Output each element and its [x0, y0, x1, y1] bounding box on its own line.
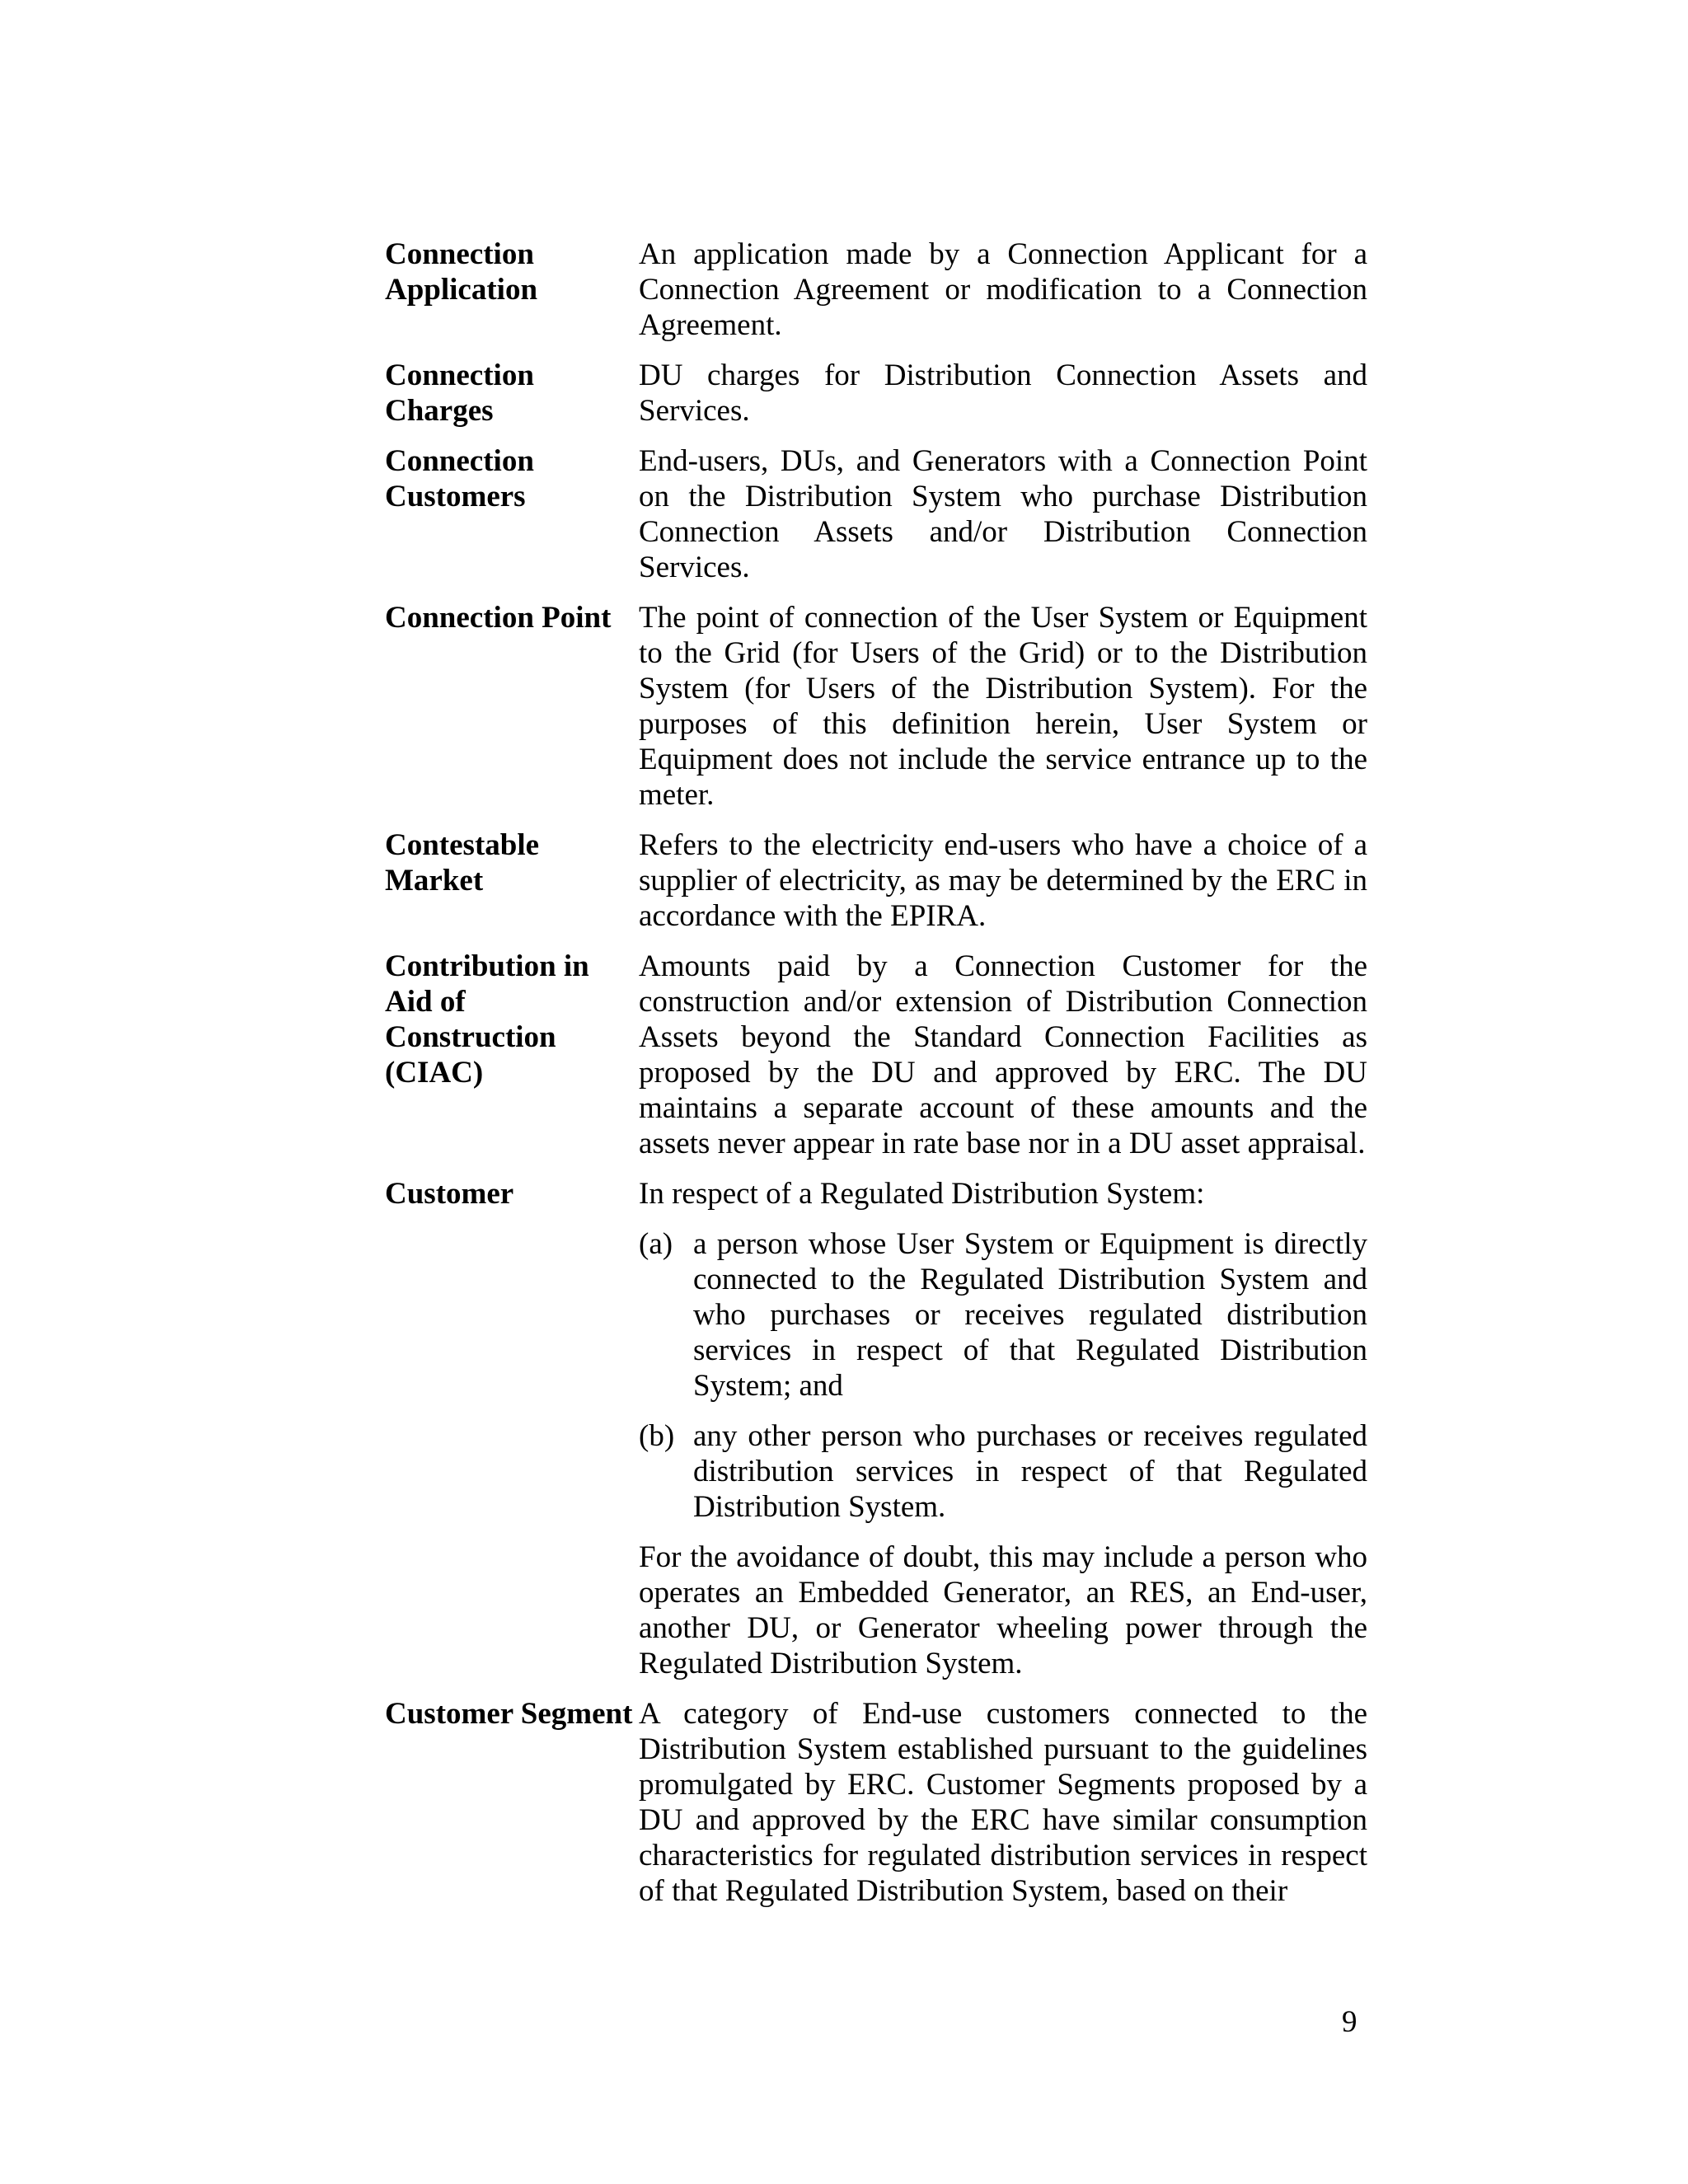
glossary-definition: [639, 949, 1367, 1161]
glossary-entry: [385, 949, 1367, 1161]
glossary-term: Contribution in Aid of Construction (CIAC): [385, 949, 589, 1090]
definition-paragraph: The point of connection of the User System or Equipment to the Grid (for Users of the Grid) or to the Distribution System (for Users of the Distribution System). For the purposes of this definition herein, User System or Equipment does not include the service entrance up to the meter.: [639, 601, 1367, 812]
glossary-definition: [639, 443, 1367, 585]
glossary-entry: [385, 827, 1367, 934]
list-item-text: a person whose User System or Equipment is directly connected to the Regulated Distribution System and who purchases or receives regulated distribution services in respect of that Regulated Distribution System; and: [693, 1227, 1367, 1403]
list-item: [639, 1418, 1367, 1525]
glossary-definition: [639, 1696, 1367, 1909]
glossary-entry: [385, 600, 1367, 813]
glossary-entry: [385, 358, 1367, 429]
definition-paragraph: DU charges for Distribution Connection Assets and Services.: [639, 359, 1367, 428]
definition-list: [639, 1226, 1367, 1525]
glossary-definition: [639, 358, 1367, 429]
glossary-list: [385, 237, 1367, 1924]
glossary-entry: [385, 443, 1367, 585]
glossary-entry: [385, 237, 1367, 343]
glossary-definition: [639, 827, 1367, 934]
glossary-term: Connection Application: [385, 237, 538, 307]
glossary-entry: [385, 1696, 1367, 1909]
glossary-term: Customer Segment: [385, 1697, 633, 1731]
definition-paragraph: An application made by a Connection Applicant for a Connection Agreement or modification to a Connection Agreement.: [639, 237, 1367, 342]
definition-paragraph: End-users, DUs, and Generators with a Connection Point on the Distribution System who purchase Distribution Connection Assets and/or Distribution Connection Services.: [639, 444, 1367, 584]
glossary-term: Connection Customers: [385, 444, 534, 513]
glossary-entry: [385, 1176, 1367, 1681]
glossary-term: Connection Charges: [385, 359, 534, 428]
definition-paragraph: A category of End-use customers connected to the Distribution System established pursuant to the guidelines promulgated by ERC. Customer Segments proposed by a DU and approved by the ERC have similar consumption characteristics for regulated distribution services in respect of that Regulated Distribution System, based on their: [639, 1697, 1367, 1908]
definition-paragraph: Refers to the electricity end-users who have a choice of a supplier of electricity, as may be determined by the ERC in accordance with the EPIRA.: [639, 828, 1367, 933]
glossary-definition: [639, 237, 1367, 343]
glossary-term: Connection Point: [385, 601, 612, 635]
definition-outro: For the avoidance of doubt, this may include a person who operates an Embedded Generator, an RES, an End-user, another DU, or Generator wheeling power through the Regulated Distribution System.: [639, 1540, 1367, 1680]
list-item-label: (a): [639, 1227, 673, 1261]
list-item-label: (b): [639, 1419, 675, 1453]
glossary-term: Contestable Market: [385, 828, 540, 898]
list-item-text: any other person who purchases or receives regulated distribution services in respect of that Regulated Distribution System.: [693, 1419, 1367, 1524]
list-item: [639, 1226, 1367, 1404]
definition-intro: In respect of a Regulated Distribution System:: [639, 1177, 1205, 1211]
glossary-definition: [639, 600, 1367, 813]
glossary-definition: [639, 1176, 1367, 1681]
page-number: 9: [1342, 2005, 1357, 2039]
glossary-term: Customer: [385, 1177, 514, 1211]
definition-paragraph: Amounts paid by a Connection Customer for the construction and/or extension of Distribution Connection Assets beyond the Standard Connection Facilities as proposed by the DU and approved by ERC. The DU maintains a separate account of these amounts and the assets never appear in rate base nor in a DU asset appraisal.: [639, 949, 1367, 1160]
